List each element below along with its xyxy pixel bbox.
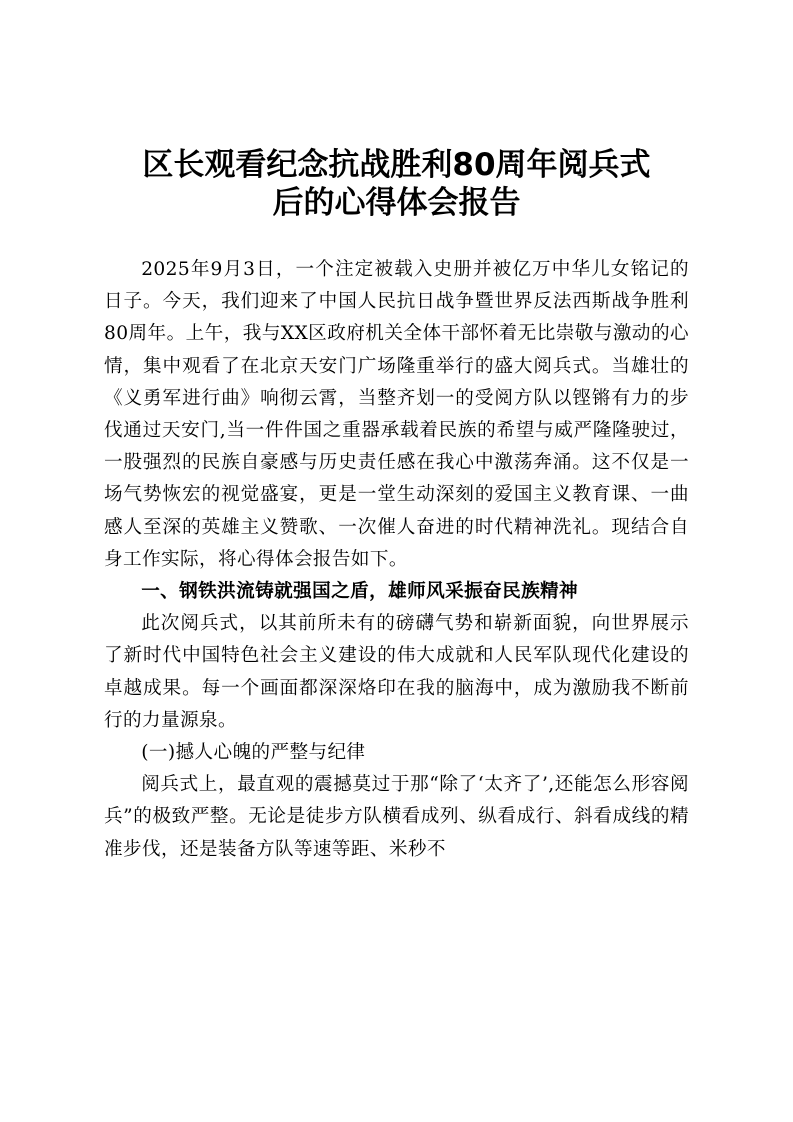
document-page (104, 146, 689, 866)
section-heading-1: 一、钢铁洪流铸就强国之盾，雄师风采振奋民族精神 (141, 581, 579, 603)
title-line-1: 区长观看纪念抗战胜利80周年阅兵式 (142, 147, 651, 183)
body-paragraph: 阅兵式上，最直观的震撼莫过于那“除了‘太齐了’,还能怎么形容阅兵”的极致严整。无论是徒步方队横看成列、纵看成行、斜看成线的精准步伐，还是装备方队等速等距、米秒不 (104, 774, 689, 860)
title-line-2: 后的心得体会报告 (272, 185, 521, 221)
body-paragraph: 此次阅兵式，以其前所未有的磅礴气势和崭新面貌，向世界展示了新时代中国特色社会主义建设的伟大成就和人民军队现代化建设的卓越成果。每一个画面都深深烙印在我的脑海中，成为激励我不断前行的力量源泉。 (104, 613, 689, 731)
intro-paragraph: 2025年9月3日，一个注定被载入史册并被亿万中华儿女铭记的日子。今天，我们迎来了中国人民抗日战争暨世界反法西斯战争胜利80周年。上午，我与XX区政府机关全体干部怀着无比崇敬与激动的心情，集中观看了在北京天安门广场隆重举行的盛大阅兵式。当雄壮的《义勇军进行曲》响彻云霄，当整齐划一的受阅方队以铿锵有力的步伐通过天安门,当一件件国之重器承载着民族的希望与威严隆隆驶过，一股强烈的民族自豪感与历史责任感在我心中激荡奔涌。这不仅是一场气势恢宏的视觉盛宴，更是一堂生动深刻的爱国主义教育课、一曲感人至深的英雄主义赞歌、一次催人奋进的时代精神洗礼。现结合自身工作实际，将心得体会报告如下。 (104, 259, 689, 570)
document-body (104, 254, 689, 866)
subsection-heading-1: (一)撼人心魄的严整与纪律 (141, 742, 366, 764)
document-title (104, 146, 689, 222)
